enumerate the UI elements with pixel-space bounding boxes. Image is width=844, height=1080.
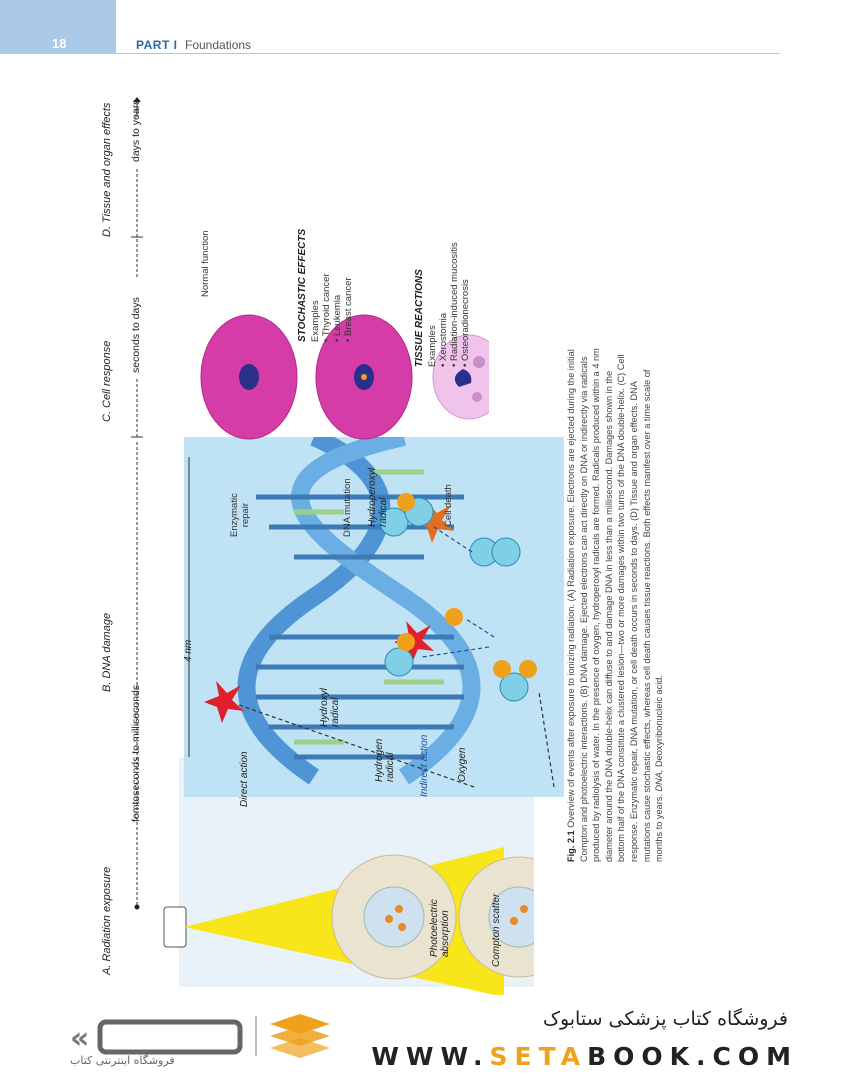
url-suffix: BOOK.COM <box>587 1042 798 1071</box>
dna-mutation-label: DNA mutation <box>342 478 353 537</box>
section-c-title: C. Cell response <box>101 340 113 422</box>
url-prefix: WWW. <box>371 1042 490 1071</box>
xray-tube-icon <box>164 907 186 947</box>
section-a-title: A. Radiation exposure <box>101 866 113 975</box>
compton-label: Compton scatter <box>491 893 502 967</box>
page-number: 18 <box>52 36 67 51</box>
indirect-action-label: Indirect action <box>419 734 430 797</box>
stochastic-item: • Breast cancer <box>343 277 354 342</box>
hydrogen-label: Hydrogen radical <box>374 738 396 782</box>
tissue-item: • Osteoradionecrosis <box>460 279 471 367</box>
timescale-c: seconds to days <box>130 297 142 373</box>
svg-text:«: « <box>70 1021 90 1056</box>
part-title: Foundations <box>185 38 252 52</box>
stochastic-examples-label: Examples <box>310 300 321 342</box>
hydroxyl-label: Hydroxyl radical <box>319 688 341 727</box>
caption-text: Overview of events after exposure to ionizing radiation. (A) Radiation exposure. Electrons are ejected during the initial Compton and photoelectric interactions. (B) DNA damage. Ejected electrons can act directly on DNA or indirectly via radicals produced by radiolysis of water. In the presence of oxygen, hydroperoxyl radicals are formed. Radicals produced within a 4 nm diameter around the DNA double-helix can diffuse to and damage DNA in less than a millisecond. Damages shown in the bottom half of the DNA constitute a clustered lesion—two or more damages within two turns of the DNA double-helix. (C) Cell response. Enzymatic repair, DNA mutation, or cell death occurs in seconds to days. (D) Tissue and organ effects. DNA mutations cause stochastic effects, whereas cell death causes tissue reactions. Both effects manifest over a time scale of months to years. <box>566 348 665 862</box>
tissue-title: TISSUE REACTIONS <box>414 269 425 367</box>
caption-abbrev-def: Deoxyribonucleic acid. <box>654 675 665 767</box>
timescale-b: femtoseconds to milliseconds <box>130 684 142 822</box>
url-accent: SETA <box>489 1042 588 1071</box>
cell-death-label: Cell death <box>443 484 454 527</box>
direct-action-label: Direct action <box>239 751 250 807</box>
section-d-title: D. Tissue and organ effects <box>101 102 113 237</box>
figure-caption <box>565 342 666 862</box>
store-url[interactable] <box>371 1042 798 1071</box>
figure-panel <box>99 97 709 997</box>
caption-label: Fig. 2.1 <box>566 830 576 862</box>
timescale-d: days to years <box>130 99 142 162</box>
section-b-title: B. DNA damage <box>101 612 113 692</box>
photoelectric-label: Photoelectric absorption <box>429 899 451 957</box>
logo-caption: فروشگاه اینترنتی کتاب <box>70 1054 175 1067</box>
panel-b-illustration <box>144 437 564 797</box>
normal-function-label: Normal function <box>200 230 211 297</box>
header-rule <box>0 53 780 54</box>
stochastic-item: • Thyroid cancer <box>321 273 332 342</box>
enzymatic-repair-label: Enzymatic repair <box>229 493 251 537</box>
scale-label: 4 nm <box>183 639 194 662</box>
tissue-item: • Xerostomia <box>438 312 449 367</box>
store-title: فروشگاه کتاب پزشکی ستابوک <box>542 1008 788 1030</box>
caption-abbrev-term: DNA, <box>654 769 665 792</box>
stochastic-title: STOCHASTIC EFFECTS <box>297 228 308 342</box>
timeline-start-dot <box>135 905 140 910</box>
part-label: PART I <box>136 38 178 52</box>
hydroperoxyl-label: Hydroperoxyl radical <box>367 468 389 527</box>
stochastic-item: • Leukemia <box>332 294 343 342</box>
tissue-item: • Radiation-induced mucositis <box>449 242 460 367</box>
oxygen-label: Oxygen <box>457 747 468 782</box>
tissue-examples-label: Examples <box>427 325 438 367</box>
